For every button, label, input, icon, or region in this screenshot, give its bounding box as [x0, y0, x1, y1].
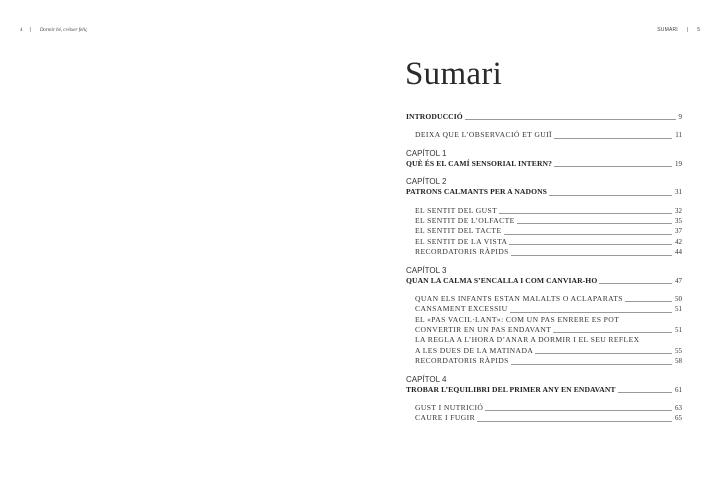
- toc-entry-label: EL «PAS VACIL·LANT»: COM UN PAS ENRERE ES POT: [415, 314, 620, 324]
- toc-entry-label: INTRODUCCIÓ: [406, 111, 463, 121]
- toc-entry-chapter-3[interactable]: [406, 276, 682, 286]
- chapter-heading: CAPÍTOL 1: [406, 148, 447, 158]
- toc-entry-label: EL SENTIT DEL TACTE: [415, 226, 502, 236]
- dot-leader: [511, 255, 672, 256]
- page-title: Sumari: [405, 56, 503, 92]
- dot-leader: [625, 301, 672, 302]
- toc-entry-page: 35: [675, 216, 682, 225]
- dot-leader: [504, 234, 672, 235]
- dot-leader: [549, 195, 672, 196]
- toc-entry-label: LA REGLA A L’HORA D’ANAR A DORMIR I EL SEU REFLEX: [415, 335, 640, 345]
- toc-entry-label: PATRONS CALMANTS PER A NADONS: [406, 187, 548, 197]
- toc-entry-page: 42: [675, 237, 682, 246]
- left-page-number: 4: [20, 27, 23, 33]
- toc-entry-label: DEIXA QUE L’OBSERVACIÓ ET GUIÏ: [415, 130, 552, 140]
- dot-leader: [553, 332, 672, 333]
- toc-entry-page: 31: [675, 188, 682, 197]
- left-page-header: [20, 27, 87, 33]
- header-separator: |: [686, 27, 689, 33]
- toc-entry-page: 55: [675, 346, 682, 355]
- dot-leader: [554, 166, 672, 167]
- toc-entry-sight[interactable]: [406, 237, 682, 247]
- dot-leader: [599, 283, 672, 284]
- toc-entry-page: 65: [675, 414, 682, 423]
- chapter-heading: CAPÍTOL 4: [406, 374, 447, 384]
- toc-entry-page: 51: [675, 305, 682, 314]
- toc-entry-label: RECORDATORIS RÀPIDS: [415, 356, 509, 366]
- toc-entry-page: 51: [675, 326, 682, 335]
- table-of-contents: [406, 112, 682, 424]
- header-separator: |: [29, 27, 31, 33]
- chapter-heading: CAPÍTOL 3: [406, 265, 447, 275]
- toc-entry-chapter-2[interactable]: [406, 187, 682, 197]
- dot-leader: [509, 244, 672, 245]
- dot-leader: [554, 138, 672, 139]
- toc-entry-taste-nutrition[interactable]: [406, 403, 682, 413]
- toc-entry-taste[interactable]: [406, 206, 682, 216]
- toc-entry-page: 61: [675, 385, 682, 394]
- toc-entry-page: 47: [675, 276, 682, 285]
- toc-entry-label: QUAN ELS INFANTS ESTAN MALALTS O ACLAPARATS: [415, 293, 623, 303]
- toc-entry-sick-children[interactable]: [406, 294, 682, 304]
- toc-entry-quick-reminders[interactable]: [406, 356, 682, 366]
- toc-entry-label: EL SENTIT DEL GUST: [415, 205, 498, 215]
- toc-entry-label: CONVERTIR EN UN PAS ENDAVANT: [415, 325, 552, 335]
- dot-leader: [511, 364, 672, 365]
- toc-entry-page: 58: [675, 357, 682, 366]
- right-page-header: [657, 27, 700, 33]
- toc-entry-hesitant-step-line-1[interactable]: [406, 315, 682, 325]
- toc-entry-chapter-4[interactable]: [406, 385, 682, 395]
- dot-leader: [517, 223, 672, 224]
- book-title: Dormir bé, créixer feliç: [39, 27, 88, 33]
- toc-entry-fall-flee[interactable]: [406, 413, 682, 423]
- toc-entry-touch[interactable]: [406, 226, 682, 236]
- toc-entry-label: QUAN LA CALMA S’ENCALLA I COM CANVIAR-HO: [406, 275, 598, 285]
- toc-entry-page: 19: [675, 159, 682, 168]
- dot-leader: [618, 392, 672, 393]
- right-page-number: 5: [697, 27, 700, 33]
- toc-entry-smell[interactable]: [406, 216, 682, 226]
- toc-entry-quick-reminders[interactable]: [406, 247, 682, 257]
- toc-entry-label: EL SENTIT DE LA VISTA: [415, 236, 508, 246]
- toc-entry-page: 37: [675, 227, 682, 236]
- running-head: SUMARI: [657, 27, 678, 33]
- dot-leader: [510, 312, 673, 313]
- toc-entry-label: CAURE I FUGIR: [415, 413, 476, 423]
- toc-entry-label: TROBAR L’EQUILIBRI DEL PRIMER ANY EN ENDAVANT: [406, 384, 616, 394]
- toc-entry-bedtime-rule-line-1[interactable]: [406, 335, 682, 345]
- toc-entry-label: A LES DUES DE LA MATINADA: [415, 345, 534, 355]
- toc-entry-page: 32: [675, 206, 682, 215]
- toc-entry-label: RECORDATORIS RÀPIDS: [415, 247, 509, 257]
- toc-entry-page: 50: [675, 294, 682, 303]
- toc-entry-introduction[interactable]: [406, 112, 682, 122]
- dot-leader: [465, 119, 676, 120]
- toc-entry-page: 9: [678, 112, 682, 121]
- toc-entry-page: 63: [675, 404, 682, 413]
- toc-entry-chapter-1[interactable]: [406, 159, 682, 169]
- dot-leader: [499, 213, 672, 214]
- toc-entry-bedtime-rule-line-2[interactable]: [406, 346, 682, 356]
- toc-entry-label: CANSAMENT EXCESSIU: [415, 304, 508, 314]
- toc-entry-page: 44: [675, 248, 682, 257]
- dot-leader: [535, 353, 672, 354]
- toc-entry-label: QUÈ ÉS EL CAMÍ SENSORIAL INTERN?: [406, 158, 553, 168]
- toc-entry-excessive-tiredness[interactable]: [406, 304, 682, 314]
- toc-entry-hesitant-step-line-2[interactable]: [406, 325, 682, 335]
- chapter-heading: CAPÍTOL 2: [406, 177, 447, 187]
- dot-leader: [485, 410, 672, 411]
- toc-entry-page: 11: [675, 131, 682, 140]
- toc-entry-observation[interactable]: [406, 130, 682, 140]
- toc-entry-label: GUST I NUTRICIÓ: [415, 403, 484, 413]
- dot-leader: [477, 421, 672, 422]
- toc-entry-label: EL SENTIT DE L’OLFACTE: [415, 215, 515, 225]
